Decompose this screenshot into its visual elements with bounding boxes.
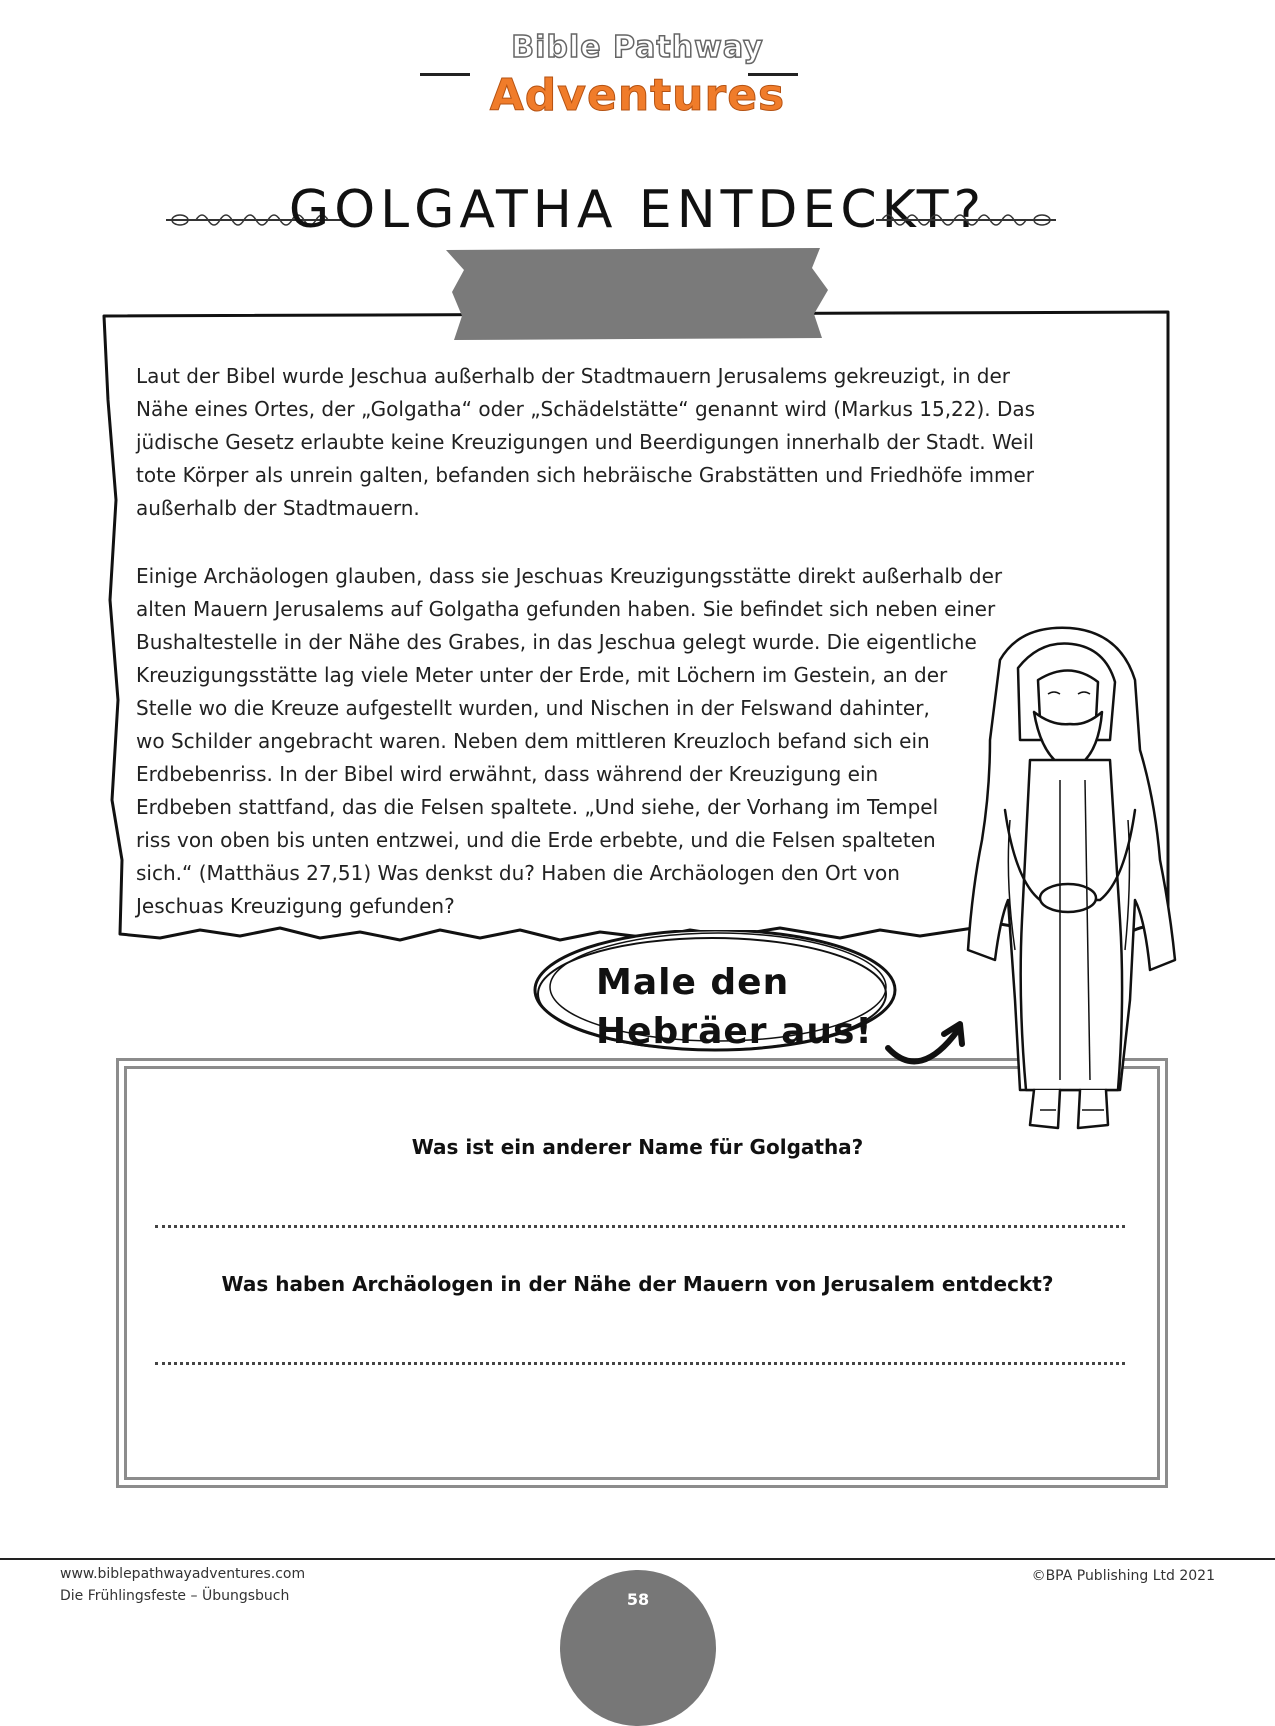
banner-ribbon xyxy=(446,248,828,340)
answer-line-2[interactable] xyxy=(155,1362,1125,1365)
page-number: 58 xyxy=(626,1590,650,1609)
footer-website: www.biblepathwayadventures.com xyxy=(60,1566,306,1582)
answer-line-1[interactable] xyxy=(155,1225,1125,1228)
paragraph-2 xyxy=(136,560,1002,923)
paragraph-2-line: alten Mauern Jerusalems auf Golgatha gefunden haben. Sie befindet sich neben einer xyxy=(136,597,996,621)
footer-divider xyxy=(0,1558,1275,1560)
logo-top-text: Bible Pathway xyxy=(511,30,764,65)
question-2: Was haben Archäologen in der Nähe der Mauern von Jerusalem entdeckt? xyxy=(221,1272,1054,1296)
bubble-text xyxy=(596,958,873,1056)
paragraph-2-line: sich.“ (Matthäus 27,51) Was denkst du? Haben die Archäologen den Ort von xyxy=(136,861,900,885)
intro-paragraph xyxy=(136,360,1066,553)
question-1: Was ist ein anderer Name für Golgatha? xyxy=(411,1135,864,1159)
paragraph-2-line: Jeschuas Kreuzigung gefunden? xyxy=(136,894,455,918)
logo-main-text: Adventures xyxy=(489,70,786,121)
bubble-line-1: Male den xyxy=(596,962,790,1003)
paragraph-2-line: Kreuzigungsstätte lag viele Meter unter der Erde, mit Löchern im Gestein, an der xyxy=(136,663,948,687)
bubble-line-2: Hebräer aus! xyxy=(596,1011,873,1052)
page-title: GOLGATHA ENTDECKT? xyxy=(288,180,987,240)
footer-book-title: Die Frühlingsfeste – Übungsbuch xyxy=(60,1588,290,1604)
paragraph-1: Laut der Bibel wurde Jeschua außerhalb der Stadtmauern Jerusalems gekreuzigt, in der Nähe eines Ortes, der „Golgatha“ oder „Schädelstätte“ genannt wird (Markus 15,22). Das jüdische Gesetz erlaubte keine Kreuzigungen und Beerdigungen innerhalb der Stadt. Weil tote Körper als unrein galten, befanden sich hebräische Grabstätten und Friedhöfe immer außerhalb der Stadtmauern. xyxy=(136,364,1036,520)
paragraph-2-line: Einige Archäologen glauben, dass sie Jeschuas Kreuzigungsstätte direkt außerhalb der xyxy=(136,564,1003,588)
paragraph-2-line: Stelle wo die Kreuze aufgestellt wurden, und Nischen in der Felswand dahinter, xyxy=(136,696,930,720)
paragraph-2-line: wo Schilder angebracht waren. Neben dem mittleren Kreuzloch befand sich ein xyxy=(136,729,930,753)
footer-copyright: ©BPA Publishing Ltd 2021 xyxy=(1031,1568,1215,1584)
paragraph-2-line: Erdbebenriss. In der Bibel wird erwähnt, dass während der Kreuzigung ein xyxy=(136,762,879,786)
paragraph-2-line: riss von oben bis unten entzwei, und die Erde erbebte, und die Felsen spalteten xyxy=(136,828,936,852)
hebrew-man-figure[interactable] xyxy=(960,620,1180,1140)
paragraph-2-line: Erdbeben stattfand, das die Felsen spaltete. „Und siehe, der Vorhang im Tempel xyxy=(136,795,939,819)
paragraph-2-line: Bushaltestelle in der Nähe des Grabes, in das Jeschua gelegt wurde. Die eigentliche xyxy=(136,630,977,654)
